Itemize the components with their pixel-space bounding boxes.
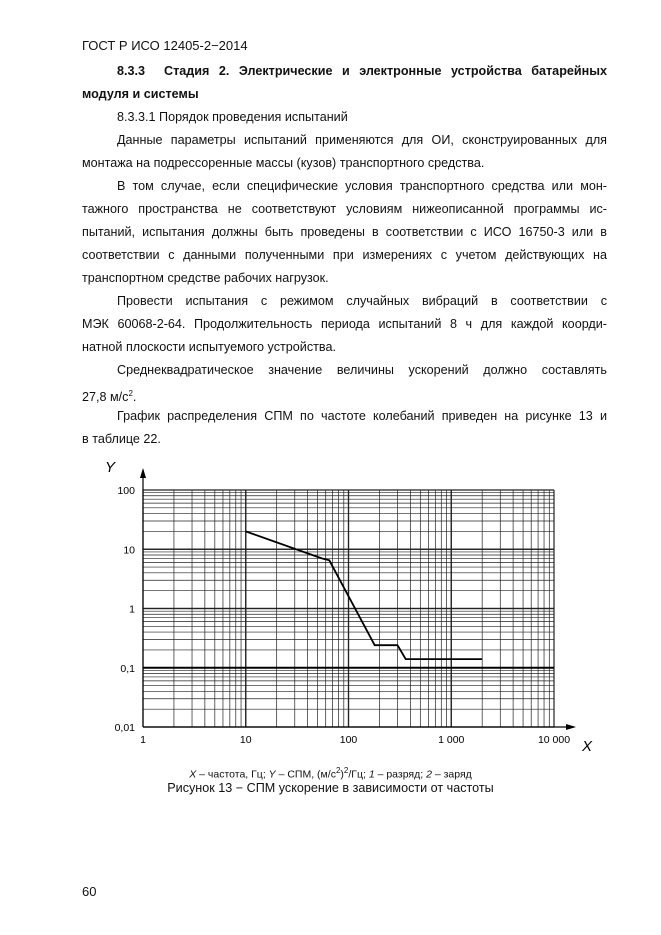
section-title-line2: модуля и системы [82, 87, 199, 101]
x-tick-label: 100 [339, 734, 358, 746]
chart-grid [143, 490, 554, 727]
x-tick-label: 1 000 [438, 734, 465, 746]
superscript: 2 [128, 389, 133, 398]
chart-tick-labels [115, 485, 571, 746]
text-line: График распределения СПМ по частоте колебаний приведен на рисунке 13 и [117, 409, 607, 423]
section-title-line1: Стадия 2. Электрические и электронные устройства батарейных [164, 64, 607, 78]
text-line: транспортном средстве рабочих нагрузок. [82, 271, 329, 285]
y-tick-label: 100 [117, 485, 135, 497]
x-axis-label: X [582, 738, 593, 755]
y-axis-arrow [140, 468, 146, 478]
x-tick-label: 1 [140, 734, 146, 746]
text-line: тажного пространства не соответствуют условиям нижеописанной программы ис- [82, 202, 607, 216]
y-tick-label: 0,01 [114, 722, 135, 734]
superscript: 2 [343, 766, 349, 775]
text-line: Среднеквадратическое значение величины ускорений должно составлять [117, 363, 607, 377]
text-line: пытаний, испытания должны быть проведены в соответствии с ИСО 16750-3 или в [82, 225, 607, 239]
y-description-2: ) [340, 768, 344, 781]
curve-2-number: 2 [426, 768, 432, 781]
section-number: 8.3.3 [117, 64, 146, 78]
rms-value: 27,8 м/с [82, 390, 129, 405]
figure-legend-caption [0, 766, 661, 781]
y-description-3: /Гц; [348, 768, 369, 781]
text-line: Провести испытания с режимом случайных вибраций в соответствии с [117, 294, 607, 308]
text-line: МЭК 60068-2-64. Продолжительность периода испытаний 8 ч для каждой коорди- [82, 317, 607, 331]
page-number: 60 [82, 884, 97, 899]
subsection-title: Порядок проведения испытаний [159, 110, 348, 124]
y-description: – СПМ, (м/с [275, 768, 336, 781]
x-symbol: X [189, 768, 197, 781]
text-line: натной плоскости испытуемого устройства. [82, 340, 336, 354]
text-line: в таблице 22. [82, 432, 161, 446]
y-symbol: Y [268, 768, 276, 781]
period: . [132, 390, 137, 405]
curve-2-description: – заряд [431, 768, 472, 781]
text-line: соответствии с данными полученными при измерениях с учетом действующих на [82, 248, 607, 262]
y-axis-label: Y [105, 459, 116, 476]
subsection-number: 8.3.3.1 [117, 110, 156, 124]
curve-1-number: 1 [368, 768, 375, 781]
superscript: 2 [335, 766, 341, 775]
text-line: В том случае, если специфические условия транспортного средства или мон- [117, 179, 607, 193]
document-header: ГОСТ Р ИСО 12405-2−2014 [82, 38, 248, 53]
chart-frame [140, 468, 576, 730]
y-tick-label: 0,1 [120, 662, 135, 675]
x-description: – частота, Гц; [196, 768, 269, 781]
y-tick-label: 1 [129, 603, 135, 616]
text-line: монтажа на подрессоренные массы (кузов) транспортного средства. [82, 156, 485, 170]
curve-1-description: – разряд; [374, 768, 427, 781]
text-line: Данные параметры испытаний применяются для ОИ, сконструированных для [117, 133, 607, 147]
figure-caption: Рисунок 13 − СПМ ускорение в зависимости от частоты [167, 781, 494, 795]
x-tick-label: 10 000 [537, 734, 571, 746]
x-axis-arrow [566, 724, 576, 730]
x-tick-label: 10 [239, 734, 252, 746]
y-tick-label: 10 [123, 544, 135, 557]
